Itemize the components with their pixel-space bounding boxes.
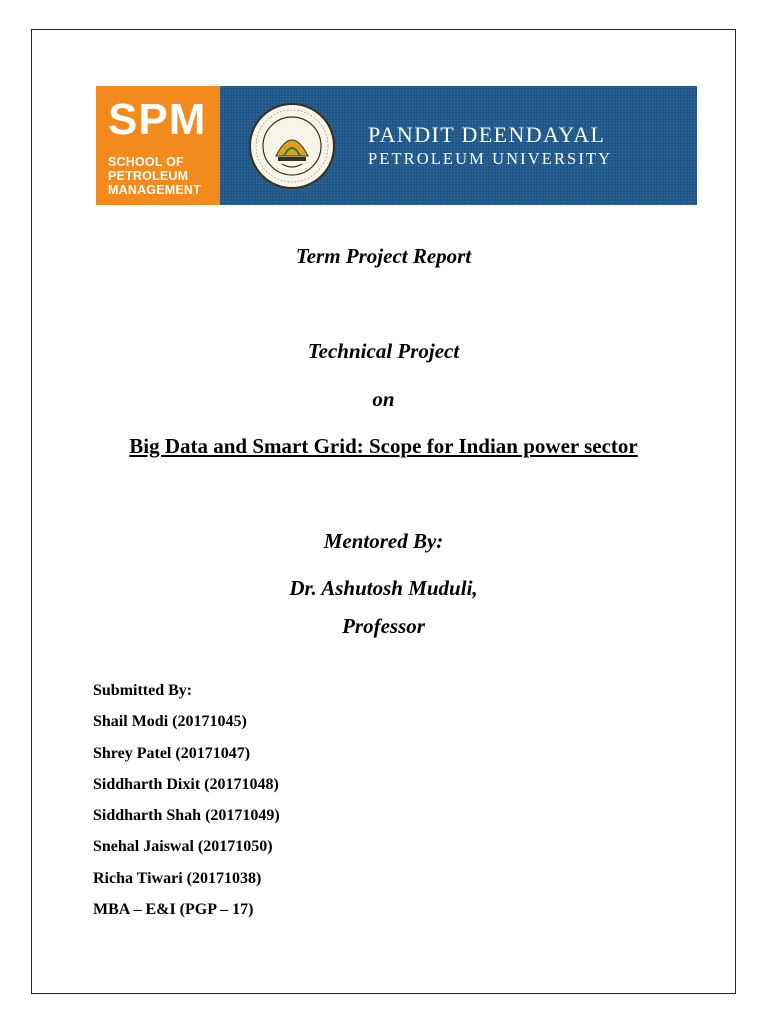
university-name: [368, 122, 612, 170]
team-member: Richa Tiwari (20171038): [93, 869, 262, 887]
spm-school-name: [108, 155, 220, 197]
university-name-line1: PANDIT DEENDAYAL: [368, 122, 606, 147]
university-name-line2: PETROLEUM UNIVERSITY: [368, 149, 613, 168]
university-banner: [96, 86, 697, 205]
spm-line: MANAGEMENT: [108, 183, 201, 197]
spm-line: SCHOOL OF: [108, 155, 184, 169]
team-member: Shail Modi (20171045): [93, 713, 247, 731]
submitted-by-label: Submitted By:: [93, 682, 193, 699]
university-logo-block: [220, 86, 697, 205]
mentor-name: Dr. Ashutosh Muduli,: [289, 576, 478, 600]
project-title: Big Data and Smart Grid: Scope for Indian power sector: [129, 434, 638, 458]
team-member: Siddharth Dixit (20171048): [93, 775, 279, 793]
team-member: Snehal Jaiswal (20171050): [93, 838, 273, 856]
spm-line: PETROLEUM: [108, 169, 189, 183]
team-member: Siddharth Shah (20171049): [93, 807, 280, 825]
submitted-by-section: [93, 680, 280, 930]
report-type: Term Project Report: [295, 244, 472, 268]
university-seal-icon: [248, 102, 336, 190]
team-member: Shrey Patel (20171047): [93, 744, 251, 762]
on-word: on: [372, 387, 395, 411]
project-kind: Technical Project: [307, 339, 460, 363]
spm-logo: [96, 86, 220, 205]
mentor-role: Professor: [342, 614, 425, 638]
mentored-by-label: Mentored By:: [323, 529, 444, 553]
program-name: MBA – E&I (PGP – 17): [93, 901, 254, 919]
spm-abbr: SPM: [108, 95, 207, 144]
